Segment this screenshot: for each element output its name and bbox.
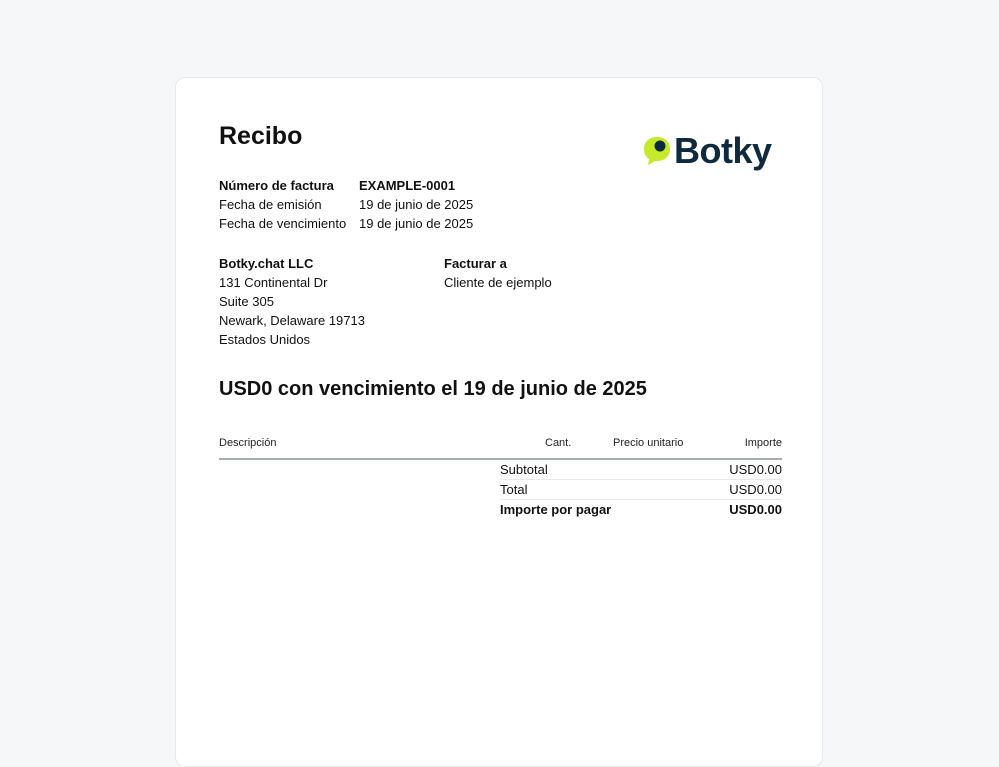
address-line: Estados Unidos <box>219 332 311 347</box>
due-summary: USD0 con vencimiento el 19 de junio de 2025 <box>219 378 647 400</box>
column-header-quantity: Cant. <box>545 437 572 449</box>
botky-logo <box>642 131 782 171</box>
table-header <box>219 436 782 460</box>
meta-row-invoice-number <box>219 176 473 195</box>
address-line: Suite 305 <box>219 294 274 309</box>
totals-row-amount-due <box>500 500 782 519</box>
logo-text: Botky <box>674 130 772 171</box>
bill-to <box>444 254 552 292</box>
totals-row-total <box>500 480 782 500</box>
meta-value: 19 de junio de 2025 <box>359 197 474 212</box>
invoice-meta <box>219 176 473 233</box>
totals-label: Subtotal <box>500 462 548 477</box>
line-items-table <box>219 436 782 517</box>
totals-value: USD0.00 <box>729 462 782 477</box>
receipt-card <box>175 77 823 767</box>
meta-value: EXAMPLE-0001 <box>359 178 456 193</box>
totals-section <box>500 460 782 519</box>
totals-label: Importe por pagar <box>500 502 612 517</box>
column-header-amount: Importe <box>744 437 782 449</box>
meta-row-issue-date <box>219 195 473 214</box>
column-header-description: Descripción <box>219 437 277 449</box>
seller-name: Botky.chat LLC <box>219 256 314 271</box>
meta-label: Fecha de emisión <box>219 197 322 212</box>
meta-row-due-date <box>219 214 473 233</box>
meta-label: Número de factura <box>219 178 334 193</box>
meta-label: Fecha de vencimiento <box>219 216 347 231</box>
address-line: 131 Continental Dr <box>219 275 328 290</box>
customer-name: Cliente de ejemplo <box>444 275 552 290</box>
totals-row-subtotal <box>500 460 782 480</box>
column-header-unit-price: Precio unitario <box>613 437 684 449</box>
meta-value: 19 de junio de 2025 <box>359 216 474 231</box>
page-title: Recibo <box>219 122 303 150</box>
address-line: Newark, Delaware 19713 <box>219 313 365 328</box>
bill-to-label: Facturar a <box>444 256 507 271</box>
totals-value: USD0.00 <box>729 502 782 517</box>
seller-address <box>219 254 365 349</box>
totals-value: USD0.00 <box>729 482 782 497</box>
totals-label: Total <box>500 482 528 497</box>
speech-bubble-logo-icon <box>642 135 672 167</box>
